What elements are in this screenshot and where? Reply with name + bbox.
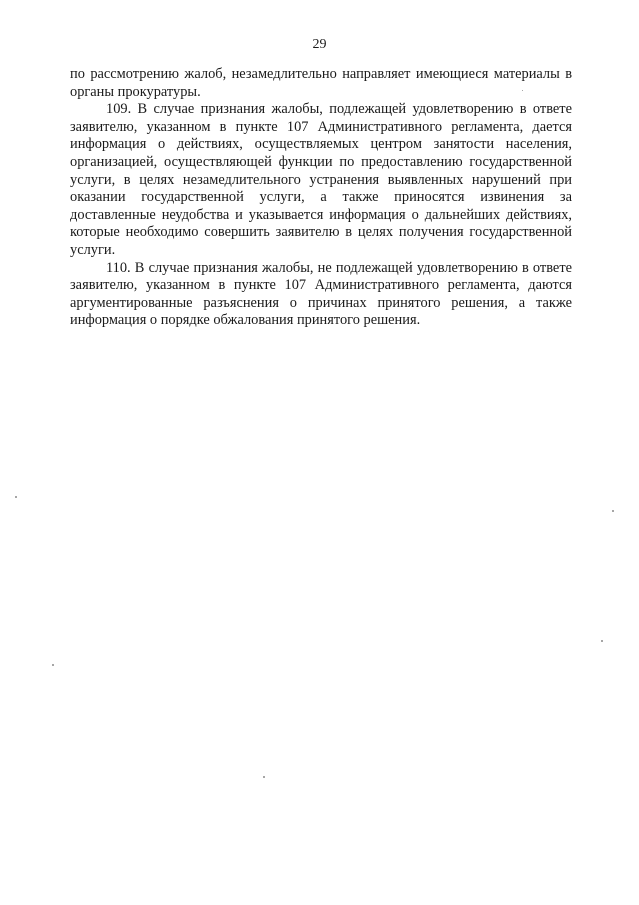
paragraph-109: 109. В случае признания жалобы, подлежащей удовлетворению в ответе заявителю, указанном в пункте 107 Административного регламента, дается информация о действиях, осуществляемых центром занятости населения, организацией, осуществляющей функции по предоставлению государственной услуги, в целях незамедлительного устранения выявленных нарушений при оказании государственной услуги, а также приносятся извинения за доставленные неудобства и указывается информация о дальнейших действиях, которые необходимо совершить заявителю в целях получения государственной услуги.: [70, 101, 572, 258]
scan-speck: [15, 496, 17, 498]
scan-speck: [601, 640, 603, 642]
scan-speck: [522, 90, 523, 91]
paragraph-continuation: по рассмотрению жалоб, незамедлительно направляет имеющиеся материалы в органы прокуратуры.: [70, 66, 572, 100]
scan-speck: [263, 776, 265, 778]
scan-speck: [612, 510, 614, 512]
scan-speck: [52, 664, 54, 666]
paragraph-110: 110. В случае признания жалобы, не подлежащей удовлетворению в ответе заявителю, указанном в пункте 107 Административного регламента, даются аргументированные разъяснения о причинах принятого решения, а также информация о порядке обжалования принятого решения.: [70, 259, 572, 329]
document-body: [70, 66, 572, 330]
page-number: 29: [312, 37, 327, 52]
